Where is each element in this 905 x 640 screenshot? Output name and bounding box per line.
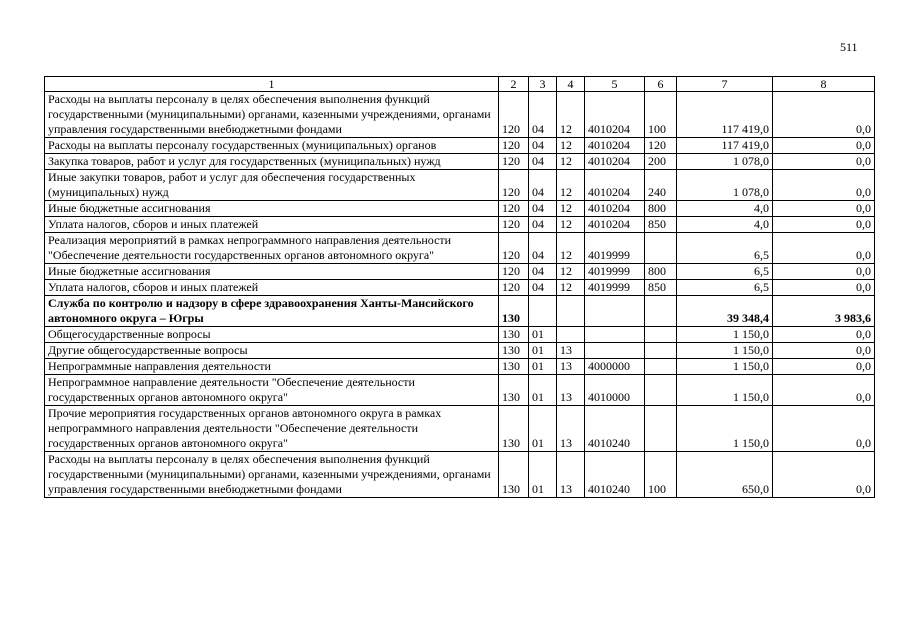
row-col8-cell: 0,0 <box>773 201 875 217</box>
row-col6-cell: 100 <box>645 92 677 138</box>
table-row <box>45 406 875 452</box>
row-col7-cell: 1 150,0 <box>677 359 773 375</box>
row-col6-cell: 120 <box>645 138 677 154</box>
row-name-cell: Непрограммные направления деятельности <box>45 359 499 375</box>
row-name-cell: Служба по контролю и надзору в сфере здравоохранения Ханты-Мансийского автономного округа – Югры <box>45 296 499 327</box>
row-col2-cell: 130 <box>499 327 529 343</box>
row-col8-cell: 0,0 <box>773 359 875 375</box>
row-name-cell: Непрограммное направление деятельности "Обеспечение деятельности государственных органов автономного округа" <box>45 375 499 406</box>
row-col4-cell: 12 <box>557 201 585 217</box>
row-col7-cell: 6,5 <box>677 264 773 280</box>
row-name-cell: Иные бюджетные ассигнования <box>45 201 499 217</box>
row-col8-cell: 0,0 <box>773 452 875 498</box>
row-col5-cell: 4010000 <box>585 375 645 406</box>
row-name-cell: Реализация мероприятий в рамках непрограммного направления деятельности "Обеспечение деятельности государственных органов автономного округа" <box>45 233 499 264</box>
row-col5-cell: 4010204 <box>585 201 645 217</box>
header-cell-2: 2 <box>499 77 529 92</box>
row-name-cell: Прочие мероприятия государственных органов автономного округа в рамках непрограммного направления деятельности "Обеспечение деятельности государственных органов автономного округа" <box>45 406 499 452</box>
row-col3-cell: 04 <box>529 280 557 296</box>
row-col4-cell: 12 <box>557 138 585 154</box>
row-col2-cell: 130 <box>499 296 529 327</box>
row-col2-cell: 120 <box>499 170 529 201</box>
row-col8-cell: 0,0 <box>773 170 875 201</box>
table-body <box>45 92 875 498</box>
row-col5-cell <box>585 296 645 327</box>
row-col5-cell <box>585 343 645 359</box>
row-col7-cell: 1 150,0 <box>677 327 773 343</box>
row-col2-cell: 120 <box>499 233 529 264</box>
row-col6-cell <box>645 233 677 264</box>
row-col8-cell: 0,0 <box>773 92 875 138</box>
row-col3-cell: 01 <box>529 406 557 452</box>
row-col3-cell: 04 <box>529 217 557 233</box>
row-col5-cell: 4010204 <box>585 92 645 138</box>
table-row <box>45 296 875 327</box>
header-cell-8: 8 <box>773 77 875 92</box>
row-col3-cell: 04 <box>529 170 557 201</box>
table-header <box>45 77 875 92</box>
row-col6-cell: 850 <box>645 217 677 233</box>
row-col8-cell: 0,0 <box>773 327 875 343</box>
header-cell-3: 3 <box>529 77 557 92</box>
table-row <box>45 92 875 138</box>
row-col8-cell: 0,0 <box>773 343 875 359</box>
row-col2-cell: 130 <box>499 343 529 359</box>
row-col4-cell: 13 <box>557 343 585 359</box>
table-row <box>45 327 875 343</box>
row-col2-cell: 120 <box>499 138 529 154</box>
row-col5-cell: 4019999 <box>585 233 645 264</box>
row-col3-cell: 01 <box>529 452 557 498</box>
table-row <box>45 170 875 201</box>
row-col3-cell: 04 <box>529 138 557 154</box>
row-col4-cell: 12 <box>557 280 585 296</box>
row-col4-cell: 13 <box>557 452 585 498</box>
row-col4-cell: 12 <box>557 92 585 138</box>
row-col2-cell: 120 <box>499 280 529 296</box>
budget-table <box>44 76 875 498</box>
row-col5-cell: 4010204 <box>585 170 645 201</box>
row-col2-cell: 120 <box>499 154 529 170</box>
row-col4-cell <box>557 327 585 343</box>
row-col7-cell: 6,5 <box>677 233 773 264</box>
row-col6-cell <box>645 296 677 327</box>
row-col2-cell: 130 <box>499 375 529 406</box>
row-col2-cell: 120 <box>499 217 529 233</box>
row-col4-cell: 12 <box>557 217 585 233</box>
row-col7-cell: 1 078,0 <box>677 154 773 170</box>
row-col8-cell: 3 983,6 <box>773 296 875 327</box>
header-cell-7: 7 <box>677 77 773 92</box>
table-row <box>45 138 875 154</box>
row-col8-cell: 0,0 <box>773 264 875 280</box>
row-col7-cell: 39 348,4 <box>677 296 773 327</box>
row-col7-cell: 4,0 <box>677 217 773 233</box>
row-col3-cell: 04 <box>529 154 557 170</box>
header-cell-4: 4 <box>557 77 585 92</box>
row-col4-cell: 13 <box>557 375 585 406</box>
row-col7-cell: 4,0 <box>677 201 773 217</box>
row-col6-cell: 800 <box>645 264 677 280</box>
row-col8-cell: 0,0 <box>773 375 875 406</box>
row-col5-cell: 4010204 <box>585 217 645 233</box>
row-col7-cell: 650,0 <box>677 452 773 498</box>
row-col2-cell: 130 <box>499 359 529 375</box>
row-name-cell: Иные закупки товаров, работ и услуг для обеспечения государственных (муниципальных) нужд <box>45 170 499 201</box>
row-col3-cell: 04 <box>529 92 557 138</box>
row-col4-cell: 12 <box>557 154 585 170</box>
row-col6-cell <box>645 406 677 452</box>
row-col4-cell: 13 <box>557 359 585 375</box>
row-col3-cell: 04 <box>529 201 557 217</box>
header-row <box>45 77 875 92</box>
row-name-cell: Общегосударственные вопросы <box>45 327 499 343</box>
table-row <box>45 264 875 280</box>
table-row <box>45 343 875 359</box>
row-col7-cell: 1 150,0 <box>677 406 773 452</box>
table-row <box>45 375 875 406</box>
row-col8-cell: 0,0 <box>773 154 875 170</box>
row-col8-cell: 0,0 <box>773 280 875 296</box>
row-col5-cell: 4010240 <box>585 406 645 452</box>
row-name-cell: Расходы на выплаты персоналу в целях обеспечения выполнения функций государственными (муниципальными) органами, казенными учреждениями, органами управления государственными внебюджетными фондами <box>45 92 499 138</box>
row-col5-cell: 4010204 <box>585 138 645 154</box>
row-col6-cell <box>645 343 677 359</box>
row-col7-cell: 1 150,0 <box>677 343 773 359</box>
header-cell-6: 6 <box>645 77 677 92</box>
row-col6-cell: 200 <box>645 154 677 170</box>
row-col4-cell: 12 <box>557 264 585 280</box>
row-col5-cell: 4000000 <box>585 359 645 375</box>
row-col5-cell: 4010204 <box>585 154 645 170</box>
row-col5-cell: 4010240 <box>585 452 645 498</box>
row-col2-cell: 120 <box>499 92 529 138</box>
page-number: 511 <box>840 40 858 54</box>
row-col2-cell: 130 <box>499 452 529 498</box>
row-col2-cell: 120 <box>499 201 529 217</box>
table-row <box>45 233 875 264</box>
row-col6-cell <box>645 359 677 375</box>
row-col3-cell: 04 <box>529 233 557 264</box>
row-col6-cell: 850 <box>645 280 677 296</box>
row-col6-cell: 100 <box>645 452 677 498</box>
row-col6-cell <box>645 375 677 406</box>
table-row <box>45 217 875 233</box>
row-col5-cell: 4019999 <box>585 264 645 280</box>
row-name-cell: Расходы на выплаты персоналу государственных (муниципальных) органов <box>45 138 499 154</box>
table-row <box>45 154 875 170</box>
row-name-cell: Расходы на выплаты персоналу в целях обеспечения выполнения функций государственными (муниципальными) органами, казенными учреждениями, органами управления государственными внебюджетными фондами <box>45 452 499 498</box>
row-col4-cell: 12 <box>557 233 585 264</box>
row-col7-cell: 117 419,0 <box>677 92 773 138</box>
header-cell-5: 5 <box>585 77 645 92</box>
row-name-cell: Уплата налогов, сборов и иных платежей <box>45 217 499 233</box>
row-col2-cell: 130 <box>499 406 529 452</box>
row-col5-cell: 4019999 <box>585 280 645 296</box>
row-col3-cell: 01 <box>529 375 557 406</box>
row-col3-cell <box>529 296 557 327</box>
row-col8-cell: 0,0 <box>773 233 875 264</box>
row-name-cell: Иные бюджетные ассигнования <box>45 264 499 280</box>
table-row <box>45 201 875 217</box>
row-col7-cell: 1 150,0 <box>677 375 773 406</box>
row-col7-cell: 117 419,0 <box>677 138 773 154</box>
row-name-cell: Закупка товаров, работ и услуг для государственных (муниципальных) нужд <box>45 154 499 170</box>
row-col3-cell: 04 <box>529 264 557 280</box>
row-col7-cell: 1 078,0 <box>677 170 773 201</box>
row-col6-cell: 240 <box>645 170 677 201</box>
row-col8-cell: 0,0 <box>773 406 875 452</box>
row-col7-cell: 6,5 <box>677 280 773 296</box>
row-col6-cell <box>645 327 677 343</box>
row-col6-cell: 800 <box>645 201 677 217</box>
row-col5-cell <box>585 327 645 343</box>
row-name-cell: Другие общегосударственные вопросы <box>45 343 499 359</box>
row-col4-cell <box>557 296 585 327</box>
row-col8-cell: 0,0 <box>773 217 875 233</box>
row-col2-cell: 120 <box>499 264 529 280</box>
row-col3-cell: 01 <box>529 327 557 343</box>
row-col3-cell: 01 <box>529 343 557 359</box>
row-name-cell: Уплата налогов, сборов и иных платежей <box>45 280 499 296</box>
row-col8-cell: 0,0 <box>773 138 875 154</box>
table-row <box>45 280 875 296</box>
row-col3-cell: 01 <box>529 359 557 375</box>
row-col4-cell: 12 <box>557 170 585 201</box>
table-row <box>45 452 875 498</box>
header-cell-1: 1 <box>45 77 499 92</box>
row-col4-cell: 13 <box>557 406 585 452</box>
table-row <box>45 359 875 375</box>
